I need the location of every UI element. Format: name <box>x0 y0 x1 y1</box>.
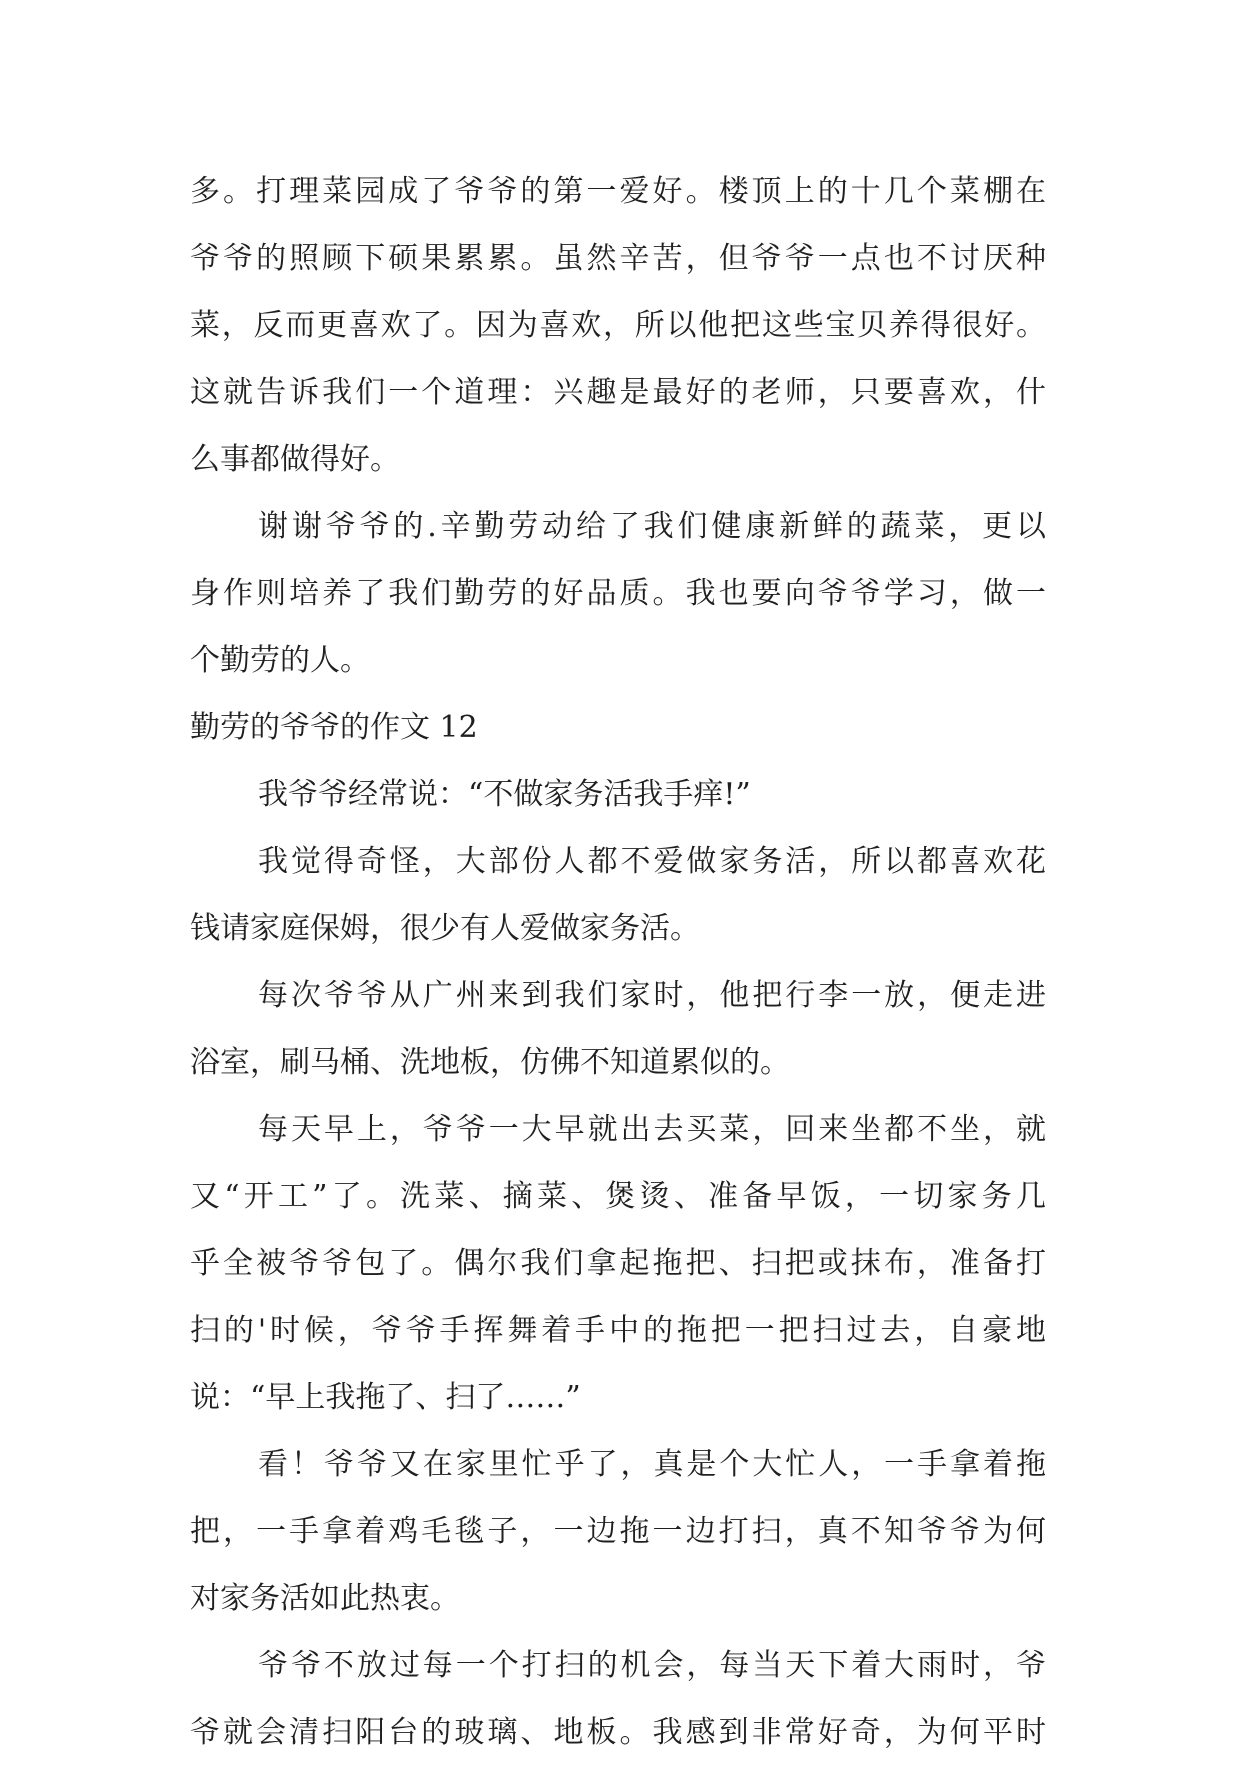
text-line: 每天早上，爷爷一大早就出去买菜，回来坐都不坐，就 <box>258 1112 1046 1147</box>
text-line: 扫的'时候，爷爷手挥舞着手中的拖把一把扫过去，自豪地 <box>190 1313 1046 1348</box>
text-line: 个勤劳的人。 <box>190 643 370 678</box>
text-line: 乎全被爷爷包了。偶尔我们拿起拖把、扫把或抹布，准备打 <box>190 1246 1046 1281</box>
text-line: 么事都做得好。 <box>190 442 400 477</box>
text-line: 又“开工”了。洗菜、摘菜、煲烫、准备早饭，一切家务几 <box>190 1179 1046 1214</box>
text-line: 多。打理菜园成了爷爷的第一爱好。楼顶上的十几个菜棚在 <box>190 174 1046 209</box>
text-line: 爷爷的照顾下硕果累累。虽然辛苦，但爷爷一点也不讨厌种 <box>190 241 1046 276</box>
text-line: 我爷爷经常说：“不做家务活我手痒!” <box>258 777 751 812</box>
essay-body <box>190 158 1046 1766</box>
text-line: 我觉得奇怪，大部份人都不爱做家务活，所以都喜欢花 <box>258 844 1046 879</box>
text-line: 把，一手拿着鸡毛毯子，一边拖一边打扫，真不知爷爷为何 <box>190 1514 1046 1549</box>
text-line: 钱请家庭保姆，很少有人爱做家务活。 <box>190 911 700 946</box>
text-line: 这就告诉我们一个道理：兴趣是最好的老师，只要喜欢，什 <box>190 375 1046 410</box>
text-line: 说：“早上我拖了、扫了……” <box>190 1380 581 1415</box>
text-line: 爷爷不放过每一个打扫的机会，每当天下着大雨时，爷 <box>258 1648 1046 1683</box>
text-line: 看！爷爷又在家里忙乎了，真是个大忙人，一手拿着拖 <box>258 1447 1046 1482</box>
text-line: 谢谢爷爷的.辛勤劳动给了我们健康新鲜的蔬菜，更以 <box>258 509 1046 544</box>
section-heading: 勤劳的爷爷的作文 12 <box>190 710 478 745</box>
text-line: 菜，反而更喜欢了。因为喜欢，所以他把这些宝贝养得很好。 <box>190 308 1046 343</box>
text-line: 对家务活如此热衷。 <box>190 1581 460 1616</box>
text-line: 爷就会清扫阳台的玻璃、地板。我感到非常好奇，为何平时 <box>190 1715 1046 1750</box>
text-line: 浴室，刷马桶、洗地板，仿佛不知道累似的。 <box>190 1045 790 1080</box>
text-line: 每次爷爷从广州来到我们家时，他把行李一放，便走进 <box>258 978 1046 1013</box>
text-line: 身作则培养了我们勤劳的好品质。我也要向爷爷学习，做一 <box>190 576 1046 611</box>
